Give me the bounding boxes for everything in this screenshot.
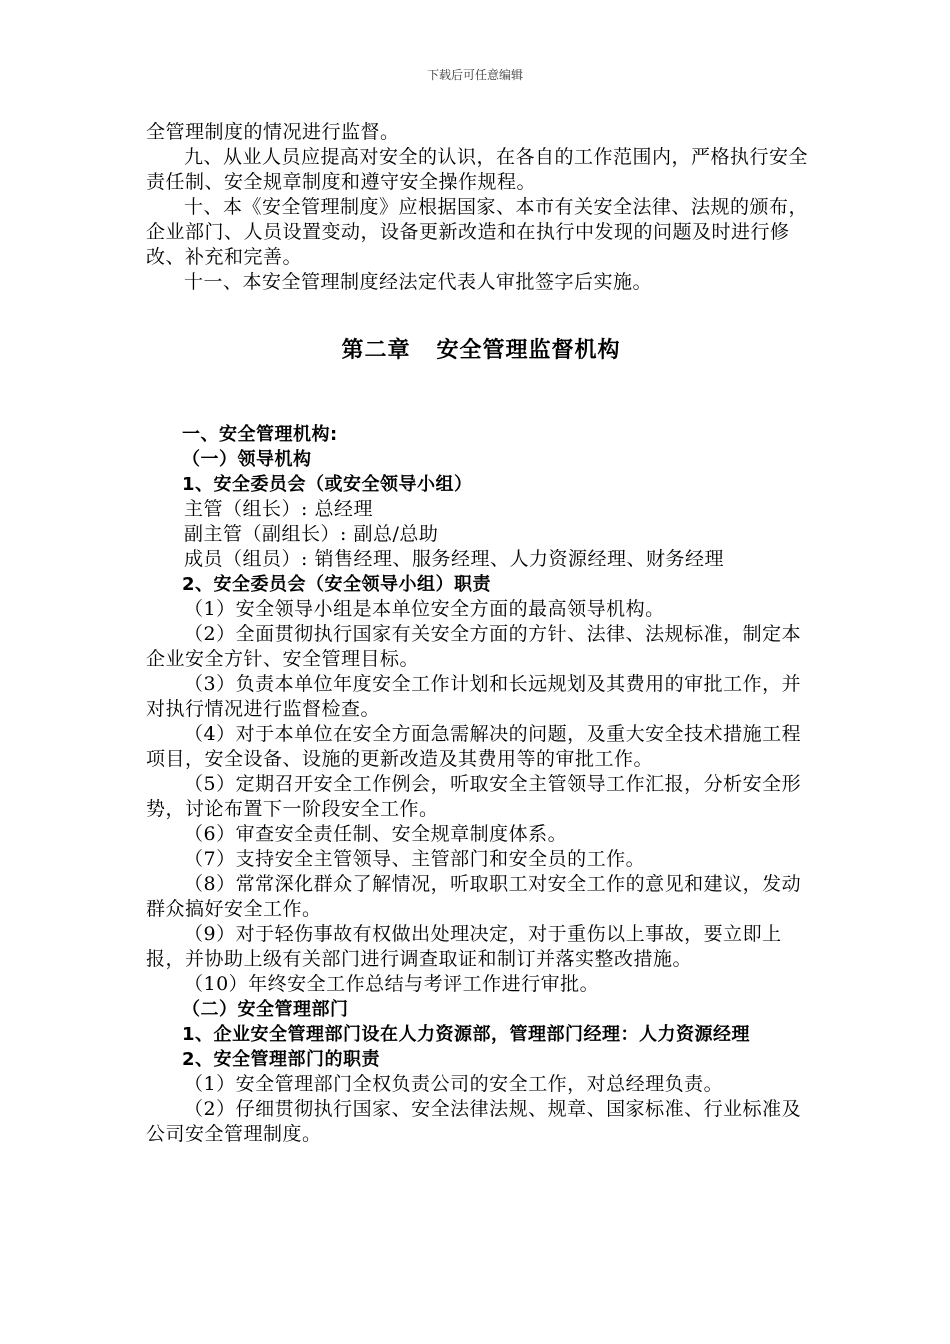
paragraph: 成员（组员）: 销售经理、服务经理、人力资源经理、财务经理 (184, 548, 724, 570)
paragraph: 十一、本安全管理制度经法定代表人审批签字后实施。 (184, 271, 653, 293)
paragraph: （8）常常深化群众了解情况，听取职工对安全工作的意见和建议，发动群众搞好安全工作。 (146, 873, 802, 920)
paragraph: 副主管（副组长）: 副总/总助 (184, 523, 439, 545)
paragraph: （10）年终安全工作总结与考评工作进行审批。 (184, 973, 600, 995)
chapter-title: 安全管理监督机构 (436, 338, 621, 363)
paragraph: （2）全面贯彻执行国家有关安全方面的方针、法律、法规标准，制定本企业安全方针、安全管理目标。 (146, 623, 802, 670)
section-heading: 1、安全委员会（或安全领导小组） (182, 474, 473, 495)
chapter-heading (146, 333, 816, 364)
document-body (146, 120, 816, 1147)
paragraph: 主管（组长）: 总经理 (184, 498, 373, 520)
paragraph: （4）对于本单位在安全方面急需解决的问题，及重大安全技术措施工程项目，安全设备、设施的更新改造及其费用等的审批工作。 (146, 723, 802, 770)
section-heading: （二）安全管理部门 (182, 999, 349, 1020)
paragraph: （1）安全管理部门全权负责公司的安全工作，对总经理负责。 (184, 1073, 724, 1095)
section-heading: 一、安全管理机构: (182, 424, 338, 445)
section-heading: 2、安全管理部门的职责 (182, 1049, 381, 1070)
paragraph: 全管理制度的情况进行监督。 (146, 121, 400, 143)
paragraph: （7）支持安全主管领导、主管部门和安全员的工作。 (184, 848, 646, 870)
section-heading: （一）领导机构 (182, 449, 312, 470)
section-heading: 1、企业安全管理部门设在人力资源部，管理部门经理：人力资源经理 (182, 1024, 751, 1045)
paragraph: （6）审查安全责任制、安全规章制度体系。 (184, 823, 568, 845)
paragraph: （1）安全领导小组是本单位安全方面的最高领导机构。 (184, 598, 665, 620)
paragraph: （9）对于轻伤事故有权做出处理决定，对于重伤以上事故，要立即上报，并协助上级有关部门进行调查取证和制订并落实整改措施。 (146, 923, 782, 970)
paragraph: 九、从业人员应提高对安全的认识，在各自的工作范围内，严格执行安全责任制、安全规章制度和遵守安全操作规程。 (146, 146, 809, 193)
page-header: 下载后可任意编辑 (426, 68, 523, 82)
chapter-number: 第二章 (341, 338, 411, 363)
paragraph: （5）定期召开安全工作例会，听取安全主管领导工作汇报，分析安全形势，讨论布置下一阶段安全工作。 (146, 773, 802, 820)
section-heading: 2、安全委员会（安全领导小组）职责 (182, 574, 492, 595)
paragraph: 十、本《安全管理制度》应根据国家、本市有关安全法律、法规的颁布，企业部门、人员设置变动，设备更新改造和在执行中发现的问题及时进行修改、补充和完善。 (146, 196, 809, 268)
paragraph: （3）负责本单位年度安全工作计划和长远规划及其费用的审批工作，并对执行情况进行监督检查。 (146, 673, 802, 720)
paragraph: （2）仔细贯彻执行国家、安全法律法规、规章、国家标准、行业标准及公司安全管理制度。 (146, 1098, 802, 1145)
